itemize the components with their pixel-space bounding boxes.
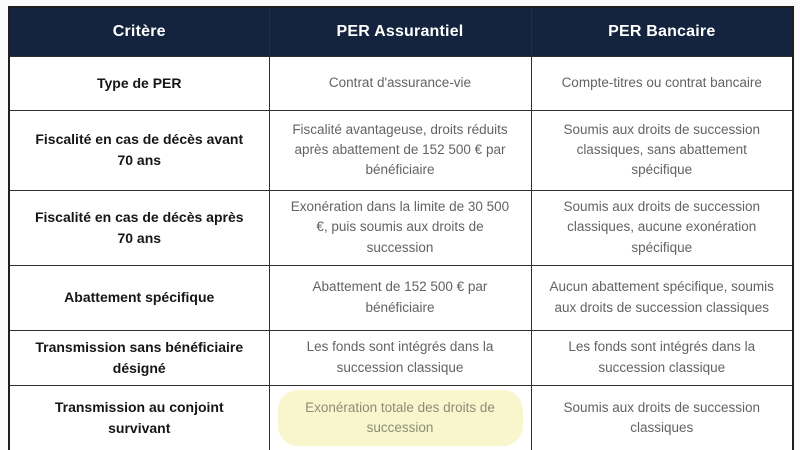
cell-bancaire: Soumis aux droits de succession classiques bbox=[531, 385, 793, 450]
table-row bbox=[9, 385, 793, 450]
row-label-abattement-specifique: Abattement spécifique bbox=[9, 265, 269, 330]
table-row bbox=[9, 56, 793, 110]
header-critere: Critère bbox=[9, 7, 269, 56]
row-label-fiscalite-avant-70: Fiscalité en cas de décès avant 70 ans bbox=[9, 110, 269, 190]
cell-assurantiel: Abattement de 152 500 € par bénéficiaire bbox=[269, 265, 531, 330]
cell-bancaire: Soumis aux droits de succession classiques, sans abattement spécifique bbox=[531, 110, 793, 190]
header-per-bancaire: PER Bancaire bbox=[531, 7, 793, 56]
cell-bancaire: Compte-titres ou contrat bancaire bbox=[531, 56, 793, 110]
cell-bancaire: Soumis aux droits de succession classiques, aucune exonération spécifique bbox=[531, 190, 793, 265]
table-row bbox=[9, 265, 793, 330]
header-per-assurantiel: PER Assurantiel bbox=[269, 7, 531, 56]
cell-assurantiel: Fiscalité avantageuse, droits réduits après abattement de 152 500 € par bénéficiaire bbox=[269, 110, 531, 190]
header-row bbox=[9, 7, 793, 56]
cell-assurantiel: Contrat d'assurance-vie bbox=[269, 56, 531, 110]
highlighted-text: Exonération totale des droits de succession bbox=[278, 390, 523, 447]
table-row bbox=[9, 110, 793, 190]
cell-bancaire: Aucun abattement spécifique, soumis aux droits de succession classiques bbox=[531, 265, 793, 330]
comparison-table bbox=[8, 6, 794, 450]
cell-assurantiel: Exonération dans la limite de 30 500 €, puis soumis aux droits de succession bbox=[269, 190, 531, 265]
cell-bancaire: Les fonds sont intégrés dans la succession classique bbox=[531, 330, 793, 385]
cell-assurantiel bbox=[269, 385, 531, 450]
table-row bbox=[9, 330, 793, 385]
row-label-transmission-conjoint: Transmission au conjoint survivant bbox=[9, 385, 269, 450]
table-row bbox=[9, 190, 793, 265]
row-label-type-de-per: Type de PER bbox=[9, 56, 269, 110]
row-label-transmission-sans-beneficiaire: Transmission sans bénéficiaire désigné bbox=[9, 330, 269, 385]
row-label-fiscalite-apres-70: Fiscalité en cas de décès après 70 ans bbox=[9, 190, 269, 265]
cell-assurantiel: Les fonds sont intégrés dans la succession classique bbox=[269, 330, 531, 385]
